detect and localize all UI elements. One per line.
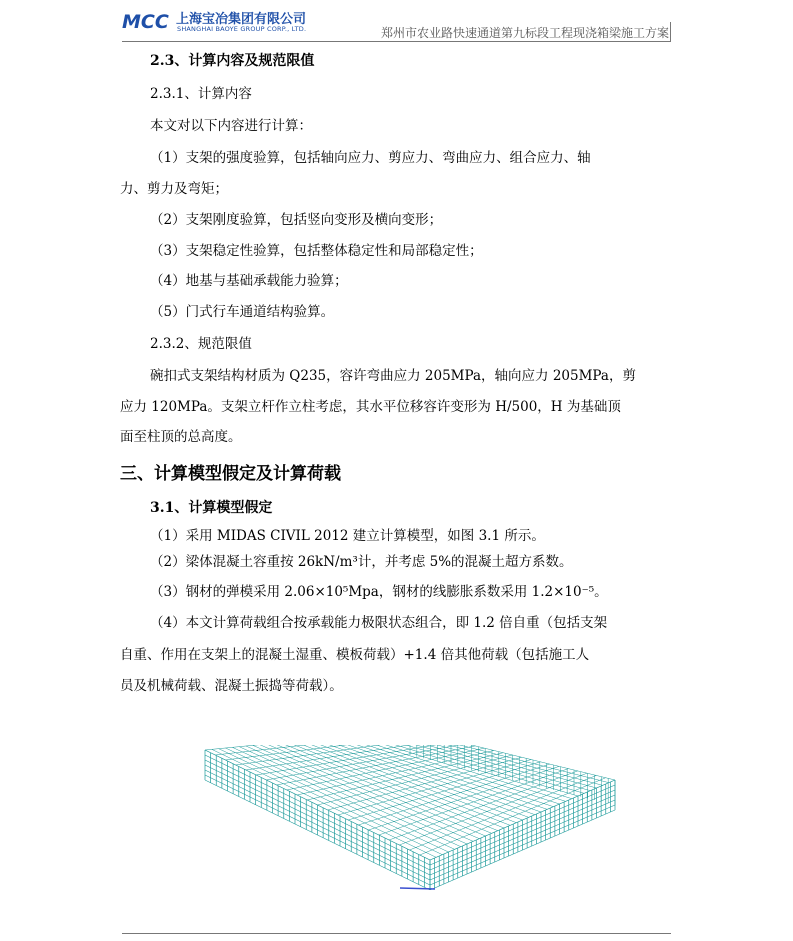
subsection-heading-2-3-1: 2.3.1、计算内容 [150, 86, 252, 102]
list-item-4: （4）地基与基础承载能力验算； [150, 273, 348, 289]
model-item-4: （4）本文计算荷载组合按承载能力极限状态组合，即 1.2 倍自重（包括支架 [150, 615, 608, 631]
model-item-2: （2）梁体混凝土容重按 26kN/m³计，并考虑 5%的混凝土超方系数。 [150, 554, 573, 570]
intro-paragraph: 本文对以下内容进行计算： [150, 118, 312, 134]
logo-mark: MCC [122, 11, 169, 33]
section-heading-3-1: 3.1、计算模型假定 [150, 500, 273, 516]
footer-rule [122, 933, 671, 934]
model-item-4-cont-2: 员及机械荷载、混凝土振捣等荷载）。 [120, 678, 343, 694]
model-item-4-cont-1: 自重、作用在支架上的混凝土湿重、模板荷载）+1.4 倍其他荷载（包括施工人 [120, 647, 590, 663]
list-item-3: （3）支架稳定性验算，包括整体稳定性和局部稳定性； [150, 243, 483, 259]
model-item-1: （1）采用 MIDAS CIVIL 2012 建立计算模型，如图 3.1 所示。 [150, 528, 545, 544]
model-item-3: （3）钢材的弹模采用 2.06×10⁵Mpa，钢材的线膨胀系数采用 1.2×10⁻⁵。 [150, 584, 608, 600]
list-item-2: （2）支架刚度验算，包括竖向变形及横向变形； [150, 212, 443, 228]
header-divider-tick [670, 22, 671, 42]
subsection-heading-2-3-2: 2.3.2、规范限值 [150, 336, 252, 352]
logo-company-name-en: SHANGHAI BAOYE GROUP CORP., LTD. [177, 25, 307, 33]
limit-paragraph-line-1: 碗扣式支架结构材质为 Q235，容许弯曲应力 205MPa，轴向应力 205MPa，剪 [150, 368, 636, 384]
logo-company-name: 上海宝冶集团有限公司 [176, 12, 307, 27]
chapter-heading-3: 三、计算模型假定及计算荷载 [120, 464, 341, 484]
limit-paragraph-line-3: 面至柱顶的总高度。 [120, 429, 242, 445]
header-rule [122, 41, 671, 42]
list-item-1: （1）支架的强度验算，包括轴向应力、剪应力、弯曲应力、组合应力、轴 [150, 150, 591, 166]
company-logo [122, 8, 322, 36]
list-item-5: （5）门式行车通道结构验算。 [150, 304, 335, 320]
limit-paragraph-line-2: 应力 120MPa。支架立杆作立柱考虑，其水平位移容许变形为 H/500，H 为基础顶 [120, 399, 621, 415]
scaffold-model-figure [200, 745, 620, 890]
document-title: 郑州市农业路快速通道第九标段工程现浇箱梁施工方案 [380, 26, 669, 40]
section-heading-2-3: 2.3、计算内容及规范限值 [150, 53, 315, 69]
list-item-1-cont: 力、剪力及弯矩； [120, 181, 228, 197]
